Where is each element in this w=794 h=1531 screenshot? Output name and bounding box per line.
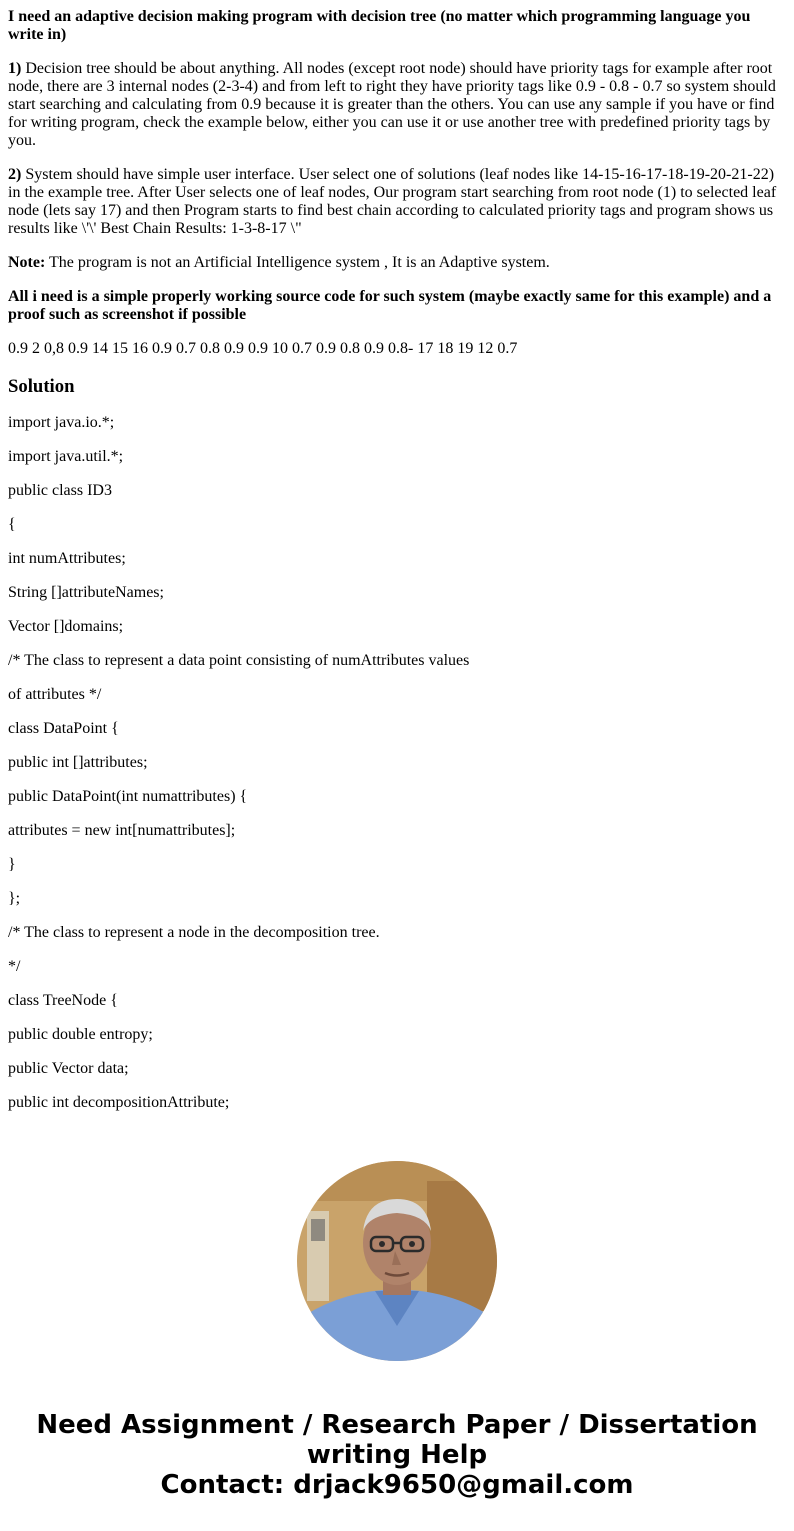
code-line: attributes = new int[numattributes]; [8, 822, 236, 839]
question-point-2 [8, 166, 786, 238]
code-line: String []attributeNames; [8, 584, 164, 601]
code-line: } [8, 856, 16, 873]
code-line: import java.io.*; [8, 414, 115, 431]
note-text: The program is not an Artificial Intelligence system , It is an Adaptive system. [45, 254, 550, 271]
point-1-text: Decision tree should be about anything. All nodes (except root node) should have priority tags for example after root node, there are 3 internal nodes (2-3-4) and from left to right they have priority tags like 0.9 - 0.8 - 0.7 so system should start searching and calculating from 0.9 because it is greater than the others. You can use any sample if you have or find for writing program, check the example below, either you can use it or use another tree with predefined priority tags by you. [8, 60, 776, 149]
code-line: }; [8, 890, 21, 907]
footer-banner [0, 1410, 794, 1500]
footer-line-1: Need Assignment / Research Paper / Dissertation [36, 1410, 758, 1440]
code-line: public class ID3 [8, 482, 112, 499]
point-2-text: System should have simple user interface. User select one of solutions (leaf nodes like 14-15-16-17-18-19-20-21-22) in the example tree. After User selects one of leaf nodes, Our program start searching from root node (1) to selected leaf node (lets say 17) and then Program starts to find best chain according to calculated priority tags and program shows us results like \'\' Best Chain Results: 1-3-8-17 \" [8, 166, 777, 237]
code-line: public double entropy; [8, 1026, 153, 1043]
code-line: public DataPoint(int numattributes) { [8, 788, 248, 805]
note-label: Note: [8, 254, 46, 271]
code-line: public int []attributes; [8, 754, 148, 771]
solution-code [8, 414, 786, 1112]
code-line: class DataPoint { [8, 720, 119, 737]
point-2-number: 2) [8, 166, 22, 183]
document-body [0, 8, 794, 1112]
code-line: int numAttributes; [8, 550, 126, 567]
point-1-number: 1) [8, 60, 22, 77]
tree-values: 0.9 2 0,8 0.9 14 15 16 0.9 0.7 0.8 0.9 0.9 10 0.7 0.9 0.8 0.9 0.8- 17 18 19 12 0.7 [8, 340, 518, 357]
question-point-1 [8, 60, 786, 150]
question-title: I need an adaptive decision making program with decision tree (no matter which programming language you write in) [8, 8, 751, 43]
code-line: /* The class to represent a node in the decomposition tree. [8, 924, 380, 941]
footer-line-2: writing Help [306, 1440, 488, 1470]
code-line: of attributes */ [8, 686, 102, 703]
question-request: All i need is a simple properly working source code for such system (maybe exactly same for this example) and a proof such as screenshot if possible [8, 288, 772, 323]
solution-heading: Solution [8, 376, 75, 397]
author-avatar [297, 1161, 497, 1361]
code-line: public int decompositionAttribute; [8, 1094, 230, 1111]
code-line: import java.util.*; [8, 448, 124, 465]
code-line: */ [8, 958, 21, 975]
code-line: class TreeNode { [8, 992, 118, 1009]
code-line: Vector []domains; [8, 618, 124, 635]
question-note [8, 254, 786, 272]
code-line: { [8, 516, 16, 533]
code-line: public Vector data; [8, 1060, 129, 1077]
code-line: /* The class to represent a data point consisting of numAttributes values [8, 652, 470, 669]
author-photo-icon [297, 1161, 497, 1361]
footer-contact: Contact: drjack9650@gmail.com [160, 1470, 634, 1500]
